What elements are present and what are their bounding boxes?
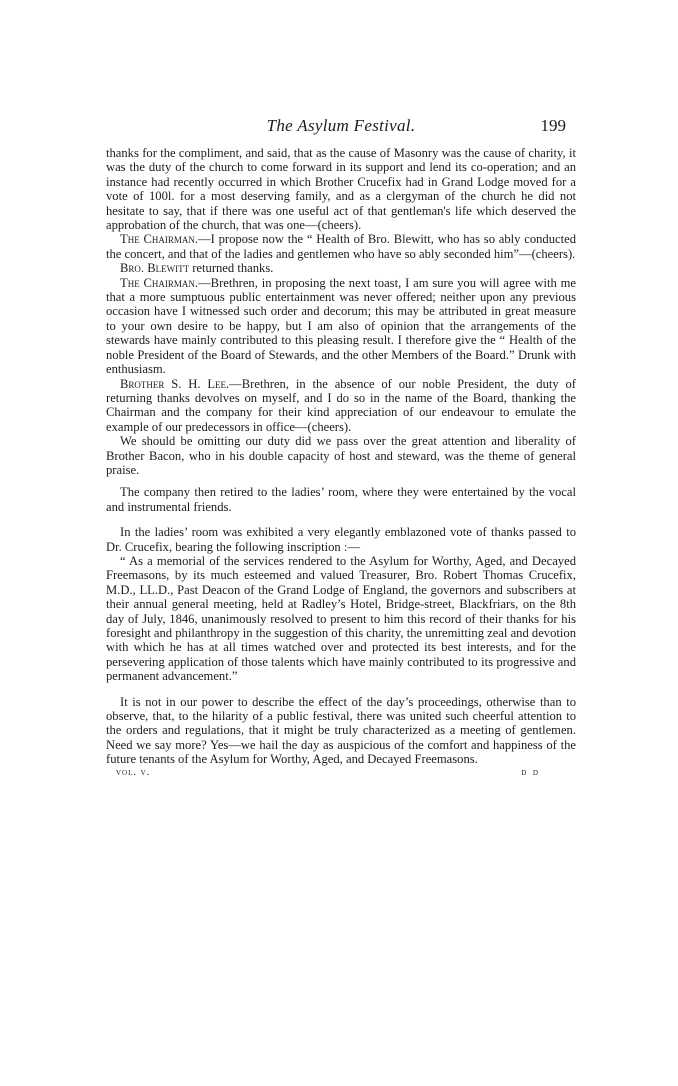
paragraph-text: —Brethren, in proposing the next toast, I am sure you will agree with me that a more sumptuous public entertainment was never offered; neither upon any previous occasion have I witnessed such order and decorum; this may be attributed in great measure to your own desire to be happy, but I am also of opinion that the arrangements of the stewards have mainly contributed to this pleasing result. I therefore give the “ Health of the noble President of the Board of Stewards, and the other Members of the Board.” Drunk with enthusiasm. bbox=[106, 275, 576, 377]
paragraph-conclusion bbox=[106, 695, 576, 767]
signature-mark: d d bbox=[521, 766, 540, 778]
paragraph-vote-of-thanks bbox=[106, 525, 576, 554]
paragraph-lee-reply bbox=[106, 377, 576, 435]
paragraph-text: thanks for the compliment, and said, that as the cause of Masonry was the cause of charity, it was the duty of the church to come forward in its support and lend its co-operation; and an instance had recently occurred in which Brother Crucefix had in Grand Lodge moved for a vote of 100l. for a most deserving family, and as a clergyman of the church he did not hesitate to say, that if there was one useful act of that gentleman's life which deserved the approbation of the church, that was one—(cheers). bbox=[106, 146, 576, 233]
running-title: The Asylum Festival. bbox=[266, 116, 416, 135]
speaker-name: Bro. Blewitt bbox=[120, 261, 190, 276]
paragraph-text: “ As a memorial of the services rendered to the Asylum for Worthy, Aged, and Decayed Freemasons, by its much esteemed and valued Treasurer, Bro. Robert Thomas Crucefix, M.D., LL.D., Past Deacon of the Grand Lodge of England, the governors and subscribers at their annual general meeting, held at Radley’s Hotel, Bridge-street, Blackfriars, on the 8th day of July, 1846, unanimously resolved to present to him this record of their thanks for his foresight and philanthropy in the suggestion of this charity, the unremitting zeal and devotion with which he has at all times watched over and protected its best interests, and for the persevering application of those talents which have mainly contributed to its progressive and permanent advancement.” bbox=[106, 553, 576, 684]
paragraph-text: —Brethren, in the absence of our noble President, the duty of returning thanks devolves on myself, and I do so in the name of the Board, thanking the Chairman and the company for their kind appreciation of our endeavour to emulate the example of our predecessors in office—(cheers). bbox=[106, 376, 576, 434]
speaker-name: The Chairman. bbox=[120, 232, 199, 247]
speaker-name: The Chairman. bbox=[120, 275, 199, 290]
body-text bbox=[106, 146, 576, 767]
paragraph-text: We should be omitting our duty did we pass over the great attention and liberality of Brother Bacon, who in his double capacity of host and steward, was the theme of general praise. bbox=[106, 434, 576, 477]
paragraph-text: It is not in our power to describe the effect of the day’s proceedings, otherwise than to observe, that, to the hilarity of a public festival, there was united such cheerful attention to the orders and regulations, that it might be truly characterized as a meeting of gentlemen. Need we say more? Yes—we hail the day as auspicious of the comfort and happiness of the future tenants of the Asylum for Worthy, Aged, and Decayed Freemasons. bbox=[106, 694, 576, 767]
paragraph-text: returned thanks. bbox=[189, 261, 274, 276]
running-head bbox=[106, 116, 576, 140]
paragraph-chairman-toast-stewards bbox=[106, 276, 576, 377]
paragraph-bacon bbox=[106, 434, 576, 477]
paragraph-blewitt-reply bbox=[106, 261, 576, 275]
book-page bbox=[106, 116, 576, 781]
volume-mark: vol. v. bbox=[116, 766, 151, 778]
page-footer bbox=[106, 767, 576, 781]
paragraph-continuation bbox=[106, 146, 576, 232]
paragraph-inscription bbox=[106, 554, 576, 684]
paragraph-ladies-room bbox=[106, 485, 576, 514]
page-number: 199 bbox=[540, 116, 566, 135]
paragraph-text: The company then retired to the ladies’ room, where they were entertained by the vocal and instrumental friends. bbox=[106, 485, 576, 514]
speaker-name: Brother S. H. Lee. bbox=[120, 376, 230, 391]
paragraph-text: —I propose now the “ Health of Bro. Blewitt, who has so ably conducted the concert, and that of the ladies and gentlemen who have so ably seconded him”—(cheers). bbox=[106, 232, 576, 261]
paragraph-chairman-toast-blewitt bbox=[106, 232, 576, 261]
paragraph-text: In the ladies’ room was exhibited a very elegantly emblazoned vote of thanks passed to Dr. Crucefix, bearing the following inscription :— bbox=[106, 525, 576, 554]
